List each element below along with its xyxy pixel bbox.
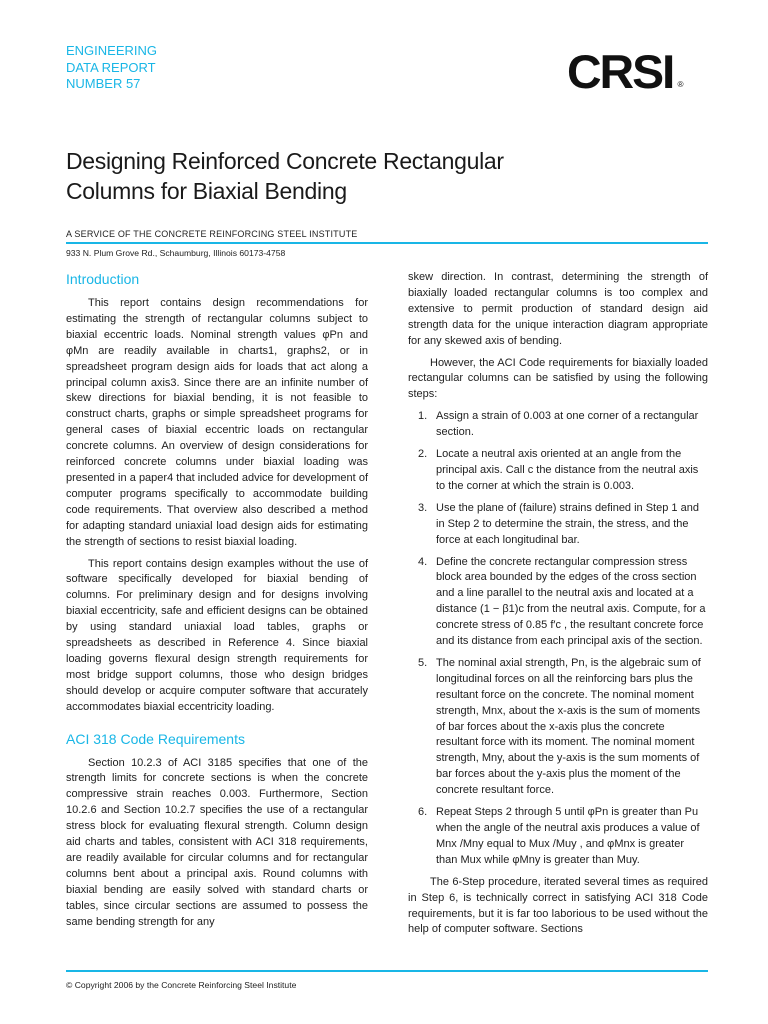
continued-paragraph: skew direction. In contrast, determining the strength of biaxially loaded rectangular columns is too complex and extensive to permit production of standard design aid strength data for the unique interaction diagram appropriate for any skewed axis of bending. [408,271,708,347]
service-line: A SERVICE OF THE CONCRETE REINFORCING STEEL INSTITUTE [66,229,358,239]
heading-introduction: Introduction [66,271,140,287]
address: 933 N. Plum Grove Rd., Schaumburg, Illinois 60173-4758 [66,248,286,258]
top-divider [66,242,708,244]
report-line-1: ENGINEERING [66,43,158,58]
copyright-notice: © Copyright 2006 by the Concrete Reinforcing Steel Institute [66,980,297,990]
step-number: 3. [418,501,428,514]
report-line-2: DATA REPORT [66,59,156,75]
document-title [66,146,504,206]
list-item [408,409,708,441]
step-number: 1. [418,410,428,423]
title-line-2: Columns for Biaxial Bending [66,178,347,204]
list-item [408,501,708,549]
list-item [408,555,708,650]
logo-text: CRSI [566,45,674,98]
step-text: Define the concrete rectangular compression stress block area bounded by the edges of the cross section and a line parallel to the neutral axis and located at a distance (1 − β1)c from the neutral axis. Compute, for a concrete stress of 0.85 f′c , the resultant concrete force and its distance from each principal axis of the section. [436,555,706,648]
title-line-1: Designing Reinforced Concrete Rectangular [66,148,504,174]
list-item [408,447,708,495]
right-column [408,270,708,944]
however-paragraph: However, the ACI Code requirements for biaxially loaded rectangular columns can be satisfied by using the following steps: [408,356,708,401]
step-number: 6. [418,806,428,819]
step-text: The nominal axial strength, Pn, is the algebraic sum of longitudinal forces on all the reinforcing bars plus the resultant force on the concrete. The nominal moment strength, Mnx, about the x-axis is the sum of moments of bar forces about the x-axis plus the concrete resultant force with its moment. The nominal moment strength, Mny, about the y-axis is the sum moments of bar forces about the y-axis plus the moment of the concrete resultant force. [436,656,701,797]
six-step-paragraph: The 6-Step procedure, iterated several times as required in Step 6, is technically correct in satisfying ACI 318 Code requirements, but it is far too laborious to be used without the help of computer software. Sections [408,875,708,936]
step-number: 5. [418,656,428,669]
step-text: Locate a neutral axis oriented at an angle from the principal axis. Call c the distance from the neutral axis to the corner at which the strain is 0.003. [436,448,699,492]
intro-paragraph-1: This report contains design recommendations for estimating the strength of rectangular columns subject to biaxial eccentric loads. Nominal strength values φPn and φMn are readily available in charts1, graphs2, or in spreadsheet program design aids for loads that act along a principal column axis3. Since there are an infinite number of skew directions for biaxial bending, it is not feasible to construct charts, graphs or simple spreadsheet programs for general cases of biaxial eccentric loads on rectangular concrete columns. An overview of design considerations for reinforced concrete columns under biaxial loading was presented in a paper4 that included advice for development of computer programs specifically to accommodate building code requirements. That overview also described a method for adapting standard uniaxial load design aids for estimating the strength of sections to resist biaxial loading. [66,297,368,548]
heading-aci-code: ACI 318 Code Requirements [66,730,245,747]
aci-paragraph-1: Section 10.2.3 of ACI 3185 specifies that one of the strength limits for concrete sections is when the concrete compressive strain reaches 0.003. Furthermore, Section 10.2.6 and Section 10.2.7 specifies the use of a rectangular stress block for evaluating flexural strength. Column design aid charts and tables, consistent with ACI 318 requirements, are readily available for circular columns and for rectangular columns bent about a principal axis. Round columns with biaxial bending are easily solved with standard charts or tables, since circular sections are assumed to possess the same bending strength for any [66,756,368,928]
left-column [66,270,368,937]
step-text: Use the plane of (failure) strains defined in Step 1 and in Step 2 to determine the strain, the stress, and the force at each longitudinal bar. [436,501,699,546]
step-text: Assign a strain of 0.003 at one corner of a rectangular section. [436,410,699,439]
registered-mark: ® [677,80,684,89]
intro-paragraph-2: This report contains design examples without the use of software specifically developed for biaxial bending of columns. For preliminary design and for designs involving biaxial eccentricity, safe and efficient designs can be obtained by using standard uniaxial load tables, graphs or spreadsheets as described in Reference 4. Since biaxial loading governs flexural design strength requirements for most bridge support columns, those who design bridges should develop or acquire computer software that accurately accommodates biaxial eccentricity loading. [66,557,368,713]
step-text: Repeat Steps 2 through 5 until φPn is greater than Pu when the angle of the neutral axis produces a value of Mnx /Mny equal to Mux /Muy , and φMnx is greater than Mux while φMny is greater than Muy. [436,806,700,866]
steps-list [408,409,708,868]
crsi-logo [566,44,684,99]
report-number-block [66,43,157,93]
list-item [408,656,708,799]
step-number: 4. [418,555,428,568]
list-item [408,805,708,869]
report-line-3: NUMBER 57 [66,76,141,91]
step-number: 2. [418,448,428,461]
bottom-divider [66,970,708,972]
